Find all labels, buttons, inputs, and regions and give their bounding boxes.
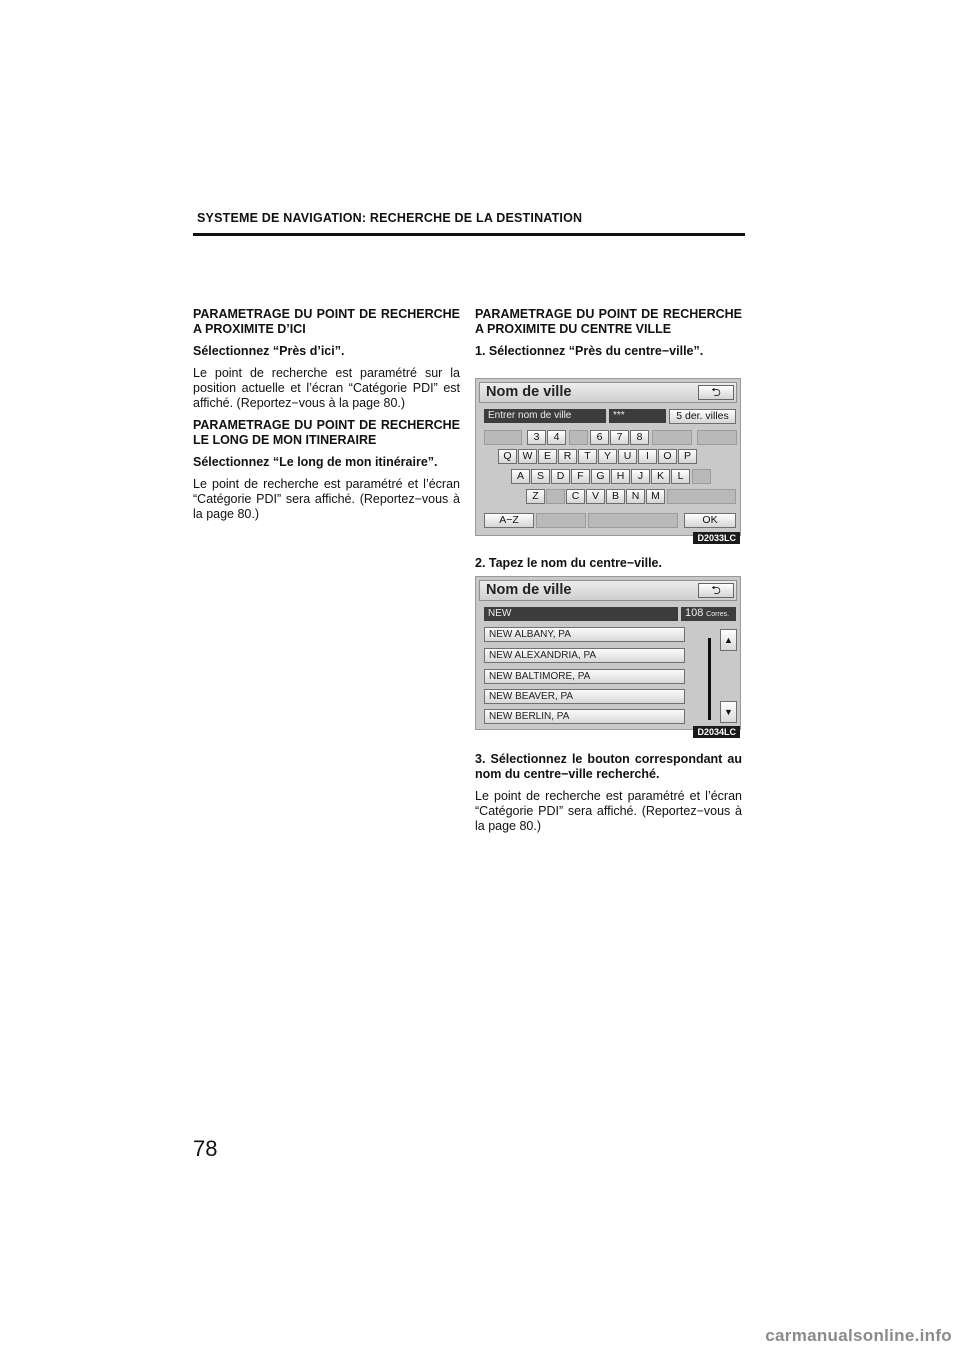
key-b[interactable]: B: [606, 489, 625, 504]
watermark: carmanualsonline.info: [765, 1326, 952, 1345]
step-2: 2. Tapez le nom du centre−ville.: [475, 556, 662, 570]
left-column: [193, 307, 460, 529]
scroll-up-button[interactable]: ▲: [720, 629, 737, 651]
key-n[interactable]: N: [626, 489, 645, 504]
paragraph-city-center: Le point de recherche est paramétré et l’écran “Catégorie PDI” sera affiché. (Reportez−vous à la page 80.): [475, 789, 742, 833]
scrollbar[interactable]: [708, 638, 711, 720]
key-o[interactable]: O: [658, 449, 677, 464]
list-item[interactable]: NEW ALEXANDRIA, PA: [484, 648, 685, 663]
key-j[interactable]: J: [631, 469, 650, 484]
key-u[interactable]: U: [618, 449, 637, 464]
back-button[interactable]: ⮌: [698, 583, 734, 598]
screen-title: Nom de ville: [486, 582, 572, 598]
list-item[interactable]: NEW BEAVER, PA: [484, 689, 685, 704]
key-disabled: [588, 513, 678, 528]
step-1: 1. Sélectionnez “Près du centre−ville”.: [475, 344, 704, 358]
back-button[interactable]: ⮌: [698, 385, 734, 400]
key-disabled: [692, 469, 711, 484]
section-heading-near-here: PARAMETRAGE DU POINT DE RECHERCHE A PROXIMITE D’ICI: [193, 307, 460, 336]
key-l[interactable]: L: [671, 469, 690, 484]
key-i[interactable]: I: [638, 449, 657, 464]
key-disabled: [546, 489, 565, 504]
key-f[interactable]: F: [571, 469, 590, 484]
instruction-near-here: Sélectionnez “Près d’ici”.: [193, 344, 345, 358]
key-p[interactable]: P: [678, 449, 697, 464]
city-input-field[interactable]: NEW: [484, 607, 678, 621]
key-disabled: [697, 430, 737, 445]
section-heading-city-center: PARAMETRAGE DU POINT DE RECHERCHE A PROXIMITE DU CENTRE VILLE: [475, 307, 742, 336]
city-input-field[interactable]: ***: [609, 409, 666, 423]
key-disabled: [536, 513, 586, 528]
key-8[interactable]: 8: [630, 430, 649, 445]
ok-button[interactable]: OK: [684, 513, 736, 528]
match-count-number: 108: [685, 607, 704, 619]
key-s[interactable]: S: [531, 469, 550, 484]
instruction-along-route: Sélectionnez “Le long de mon itinéraire”.: [193, 455, 438, 469]
city-list-screen: [475, 576, 741, 737]
key-k[interactable]: K: [651, 469, 670, 484]
figure-code: D2033LC: [693, 532, 740, 544]
key-c[interactable]: C: [566, 489, 585, 504]
list-item[interactable]: NEW BALTIMORE, PA: [484, 669, 685, 684]
key-disabled: [652, 430, 692, 445]
key-g[interactable]: G: [591, 469, 610, 484]
key-disabled: [569, 430, 588, 445]
last-5-cities-button[interactable]: 5 der. villes: [669, 409, 736, 424]
key-t[interactable]: T: [578, 449, 597, 464]
city-input-label: Entrer nom de ville: [484, 409, 606, 423]
step-3: 3. Sélectionnez le bouton correspondant au nom du centre−ville recherché.: [475, 752, 742, 781]
match-count: [681, 607, 736, 621]
key-m[interactable]: M: [646, 489, 665, 504]
screen-title-bar: [479, 382, 737, 403]
screen-title: Nom de ville: [486, 384, 572, 400]
city-keyboard-screen: [475, 378, 741, 543]
key-6[interactable]: 6: [590, 430, 609, 445]
key-disabled: [484, 430, 522, 445]
key-y[interactable]: Y: [598, 449, 617, 464]
key-e[interactable]: E: [538, 449, 557, 464]
section-heading-along-route: PARAMETRAGE DU POINT DE RECHERCHE LE LONG DE MON ITINERAIRE: [193, 418, 460, 447]
screen-title-bar: [479, 580, 737, 601]
scroll-down-button[interactable]: ▼: [720, 701, 737, 723]
figure-code: D2034LC: [693, 726, 740, 738]
a-z-button[interactable]: A−Z: [484, 513, 534, 528]
key-3[interactable]: 3: [527, 430, 546, 445]
key-q[interactable]: Q: [498, 449, 517, 464]
page-number: 78: [193, 1136, 218, 1161]
right-column: [475, 307, 742, 366]
step-3-wrap: [475, 752, 742, 841]
key-w[interactable]: W: [518, 449, 537, 464]
key-h[interactable]: H: [611, 469, 630, 484]
key-v[interactable]: V: [586, 489, 605, 504]
list-item[interactable]: NEW ALBANY, PA: [484, 627, 685, 642]
key-4[interactable]: 4: [547, 430, 566, 445]
match-count-unit: Corres.: [706, 611, 730, 618]
paragraph-near-here: Le point de recherche est paramétré sur la position actuelle et l’écran “Catégorie PDI” est affiché. (Reportez−vous à la page 80.): [193, 366, 460, 410]
key-d[interactable]: D: [551, 469, 570, 484]
paragraph-along-route: Le point de recherche est paramétré et l’écran “Catégorie PDI” sera affiché. (Reportez−vous à la page 80.): [193, 477, 460, 521]
list-item[interactable]: NEW BERLIN, PA: [484, 709, 685, 724]
key-a[interactable]: A: [511, 469, 530, 484]
key-7[interactable]: 7: [610, 430, 629, 445]
header-title: SYSTEME DE NAVIGATION: RECHERCHE DE LA DESTINATION: [197, 211, 583, 225]
page-header: [193, 209, 745, 236]
key-disabled: [667, 489, 736, 504]
key-r[interactable]: R: [558, 449, 577, 464]
key-z[interactable]: Z: [526, 489, 545, 504]
step-2-wrap: [475, 556, 742, 578]
